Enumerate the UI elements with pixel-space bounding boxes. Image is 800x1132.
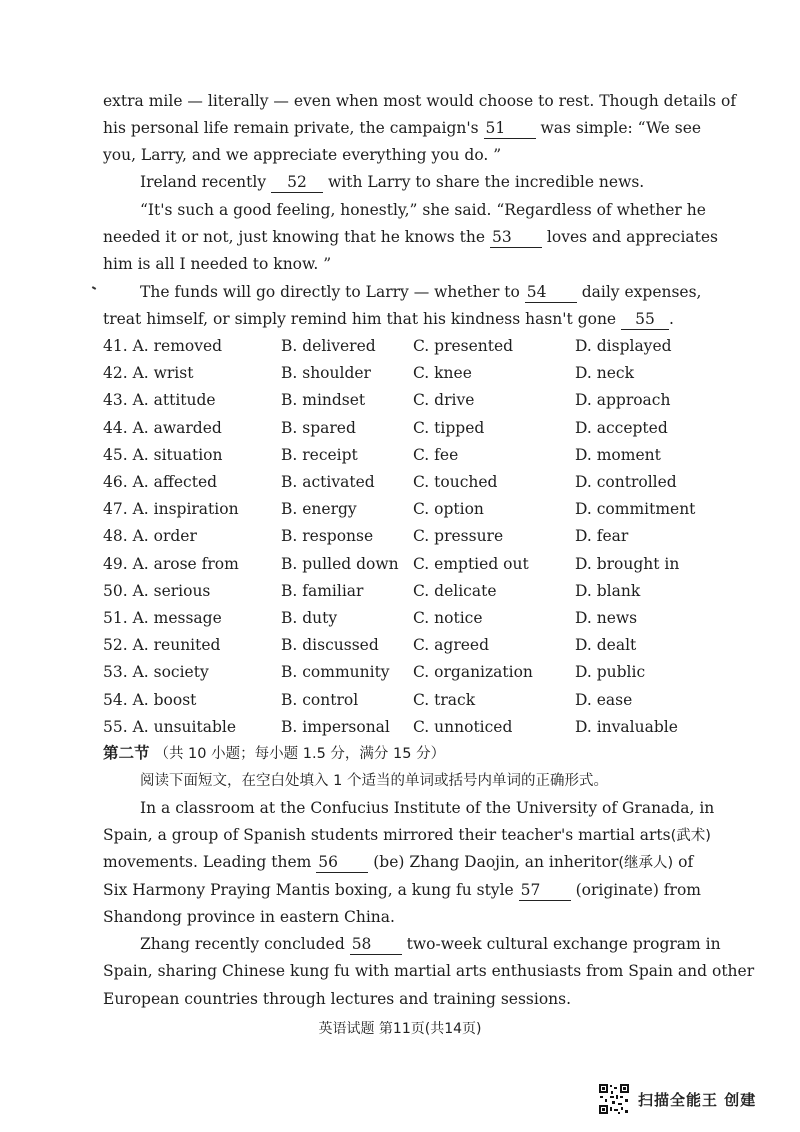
option-d: D. fear bbox=[575, 527, 629, 546]
option-c: C. delicate bbox=[413, 581, 497, 600]
watermark-text: 扫描全能王 创建 bbox=[638, 1090, 757, 1109]
option-c: C. touched bbox=[413, 473, 498, 491]
option-n: 53. A. society bbox=[103, 663, 209, 682]
option-n: 47. A. inspiration bbox=[103, 500, 239, 519]
blank-57: 57 bbox=[519, 880, 571, 901]
option-n: 41. A. removed bbox=[103, 337, 223, 355]
option-d: D. public bbox=[575, 663, 646, 682]
option-b: B. response bbox=[281, 527, 374, 546]
passage-line: Shandong province in eastern China. bbox=[103, 908, 395, 926]
option-d: D. news bbox=[575, 609, 638, 627]
option-b: B. mindset bbox=[281, 391, 366, 410]
scanner-watermark bbox=[598, 1083, 756, 1115]
option-b: B. community bbox=[281, 663, 390, 682]
option-c: C. track bbox=[413, 690, 476, 709]
option-b: B. delivered bbox=[281, 337, 376, 355]
passage-line: treat himself, or simply remind him that his kindness hasn't gone 55 . bbox=[103, 310, 674, 328]
blank-52: 52 bbox=[271, 172, 323, 193]
passage-line: his personal life remain private, the campaign's 51 was simple: “We see bbox=[103, 119, 702, 137]
option-d: D. dealt bbox=[575, 636, 637, 655]
passage-line: In a classroom at the Confucius Institute of the University of Granada, in bbox=[140, 799, 715, 817]
option-b: B. discussed bbox=[281, 636, 379, 655]
option-c: C. tipped bbox=[413, 418, 485, 437]
passage-line: Spain, sharing Chinese kung fu with martial arts enthusiasts from Spain and other bbox=[103, 962, 755, 980]
passage-line: Ireland recently 52 with Larry to share the incredible news. bbox=[140, 173, 645, 191]
section-instruction: 阅读下面短文，在空白处填入 1 个适当的单词或括号内单词的正确形式。 bbox=[140, 773, 608, 789]
stray-mark bbox=[92, 286, 96, 290]
option-c: C. agreed bbox=[413, 636, 490, 655]
option-c: C. emptied out bbox=[413, 554, 529, 573]
option-d: D. moment bbox=[575, 445, 661, 464]
option-c: C. unnoticed bbox=[413, 717, 513, 736]
option-n: 45. A. situation bbox=[103, 445, 223, 464]
option-n: 49. A. arose from bbox=[103, 554, 239, 573]
option-n: 48. A. order bbox=[103, 527, 197, 546]
option-d: D. displayed bbox=[575, 337, 672, 355]
blank-54: 54 bbox=[525, 282, 577, 303]
qr-code-icon bbox=[598, 1083, 630, 1115]
passage-line: movements. Leading them 56 (be) Zhang Daojin, an inheritor(继承人) of bbox=[103, 853, 694, 871]
section-heading: 第二节 （共 10 小题；每小题 1.5 分，满分 15 分） bbox=[103, 744, 446, 762]
passage-line: European countries through lectures and training sessions. bbox=[103, 990, 572, 1008]
blank-53: 53 bbox=[490, 227, 542, 248]
option-d: D. blank bbox=[575, 581, 641, 600]
blank-58: 58 bbox=[350, 934, 402, 955]
blank-56: 56 bbox=[316, 852, 368, 873]
option-c: C. notice bbox=[413, 609, 483, 627]
passage-line: Six Harmony Praying Mantis boxing, a kung fu style 57 (originate) from bbox=[103, 881, 701, 899]
passage-line: “It's such a good feeling, honestly,” she said. “Regardless of whether he bbox=[140, 201, 706, 219]
option-d: D. brought in bbox=[575, 554, 680, 573]
option-b: B. pulled down bbox=[281, 554, 399, 573]
option-n: 51. A. message bbox=[103, 609, 222, 627]
option-b: B. control bbox=[281, 690, 359, 709]
option-d: D. ease bbox=[575, 690, 633, 709]
option-n: 46. A. affected bbox=[103, 473, 218, 491]
option-b: B. familiar bbox=[281, 581, 364, 600]
option-n: 50. A. serious bbox=[103, 581, 211, 600]
option-n: 42. A. wrist bbox=[103, 364, 194, 383]
option-c: C. pressure bbox=[413, 527, 504, 546]
option-d: D. commitment bbox=[575, 500, 696, 519]
option-b: B. receipt bbox=[281, 445, 358, 464]
option-b: B. shoulder bbox=[281, 364, 371, 383]
option-d: D. neck bbox=[575, 364, 634, 383]
option-n: 55. A. unsuitable bbox=[103, 717, 237, 736]
blank-51: 51 bbox=[484, 118, 536, 139]
option-n: 44. A. awarded bbox=[103, 418, 222, 437]
blank-55: 55 bbox=[621, 309, 669, 330]
option-b: B. duty bbox=[281, 609, 338, 627]
passage-line: The funds will go directly to Larry — whether to 54 daily expenses, bbox=[140, 283, 702, 301]
option-n: 54. A. boost bbox=[103, 690, 197, 709]
option-c: C. presented bbox=[413, 337, 514, 355]
option-n: 52. A. reunited bbox=[103, 636, 221, 655]
option-c: C. organization bbox=[413, 663, 533, 682]
option-c: C. option bbox=[413, 500, 484, 519]
option-b: B. energy bbox=[281, 500, 357, 519]
option-c: C. fee bbox=[413, 445, 459, 464]
passage-line: needed it or not, just knowing that he knows the 53 loves and appreciates bbox=[103, 228, 718, 246]
passage-line: him is all I needed to know. ” bbox=[103, 255, 332, 273]
option-d: D. controlled bbox=[575, 473, 677, 491]
option-d: D. accepted bbox=[575, 418, 668, 437]
option-n: 43. A. attitude bbox=[103, 391, 216, 410]
passage-line: you, Larry, and we appreciate everything you do. ” bbox=[103, 146, 502, 164]
passage-line: Zhang recently concluded 58 two-week cultural exchange program in bbox=[140, 935, 721, 953]
passage-line: Spain, a group of Spanish students mirrored their teacher's martial arts(武术) bbox=[103, 826, 711, 844]
option-b: B. spared bbox=[281, 418, 356, 437]
option-c: C. drive bbox=[413, 391, 475, 410]
option-d: D. approach bbox=[575, 391, 671, 410]
option-c: C. knee bbox=[413, 364, 472, 383]
option-b: B. activated bbox=[281, 473, 375, 491]
option-b: B. impersonal bbox=[281, 717, 390, 736]
page-footer: 英语试题 第11页(共14页) bbox=[318, 1021, 482, 1037]
option-d: D. invaluable bbox=[575, 717, 678, 736]
passage-line: extra mile — literally — even when most would choose to rest. Though details of bbox=[103, 92, 737, 110]
